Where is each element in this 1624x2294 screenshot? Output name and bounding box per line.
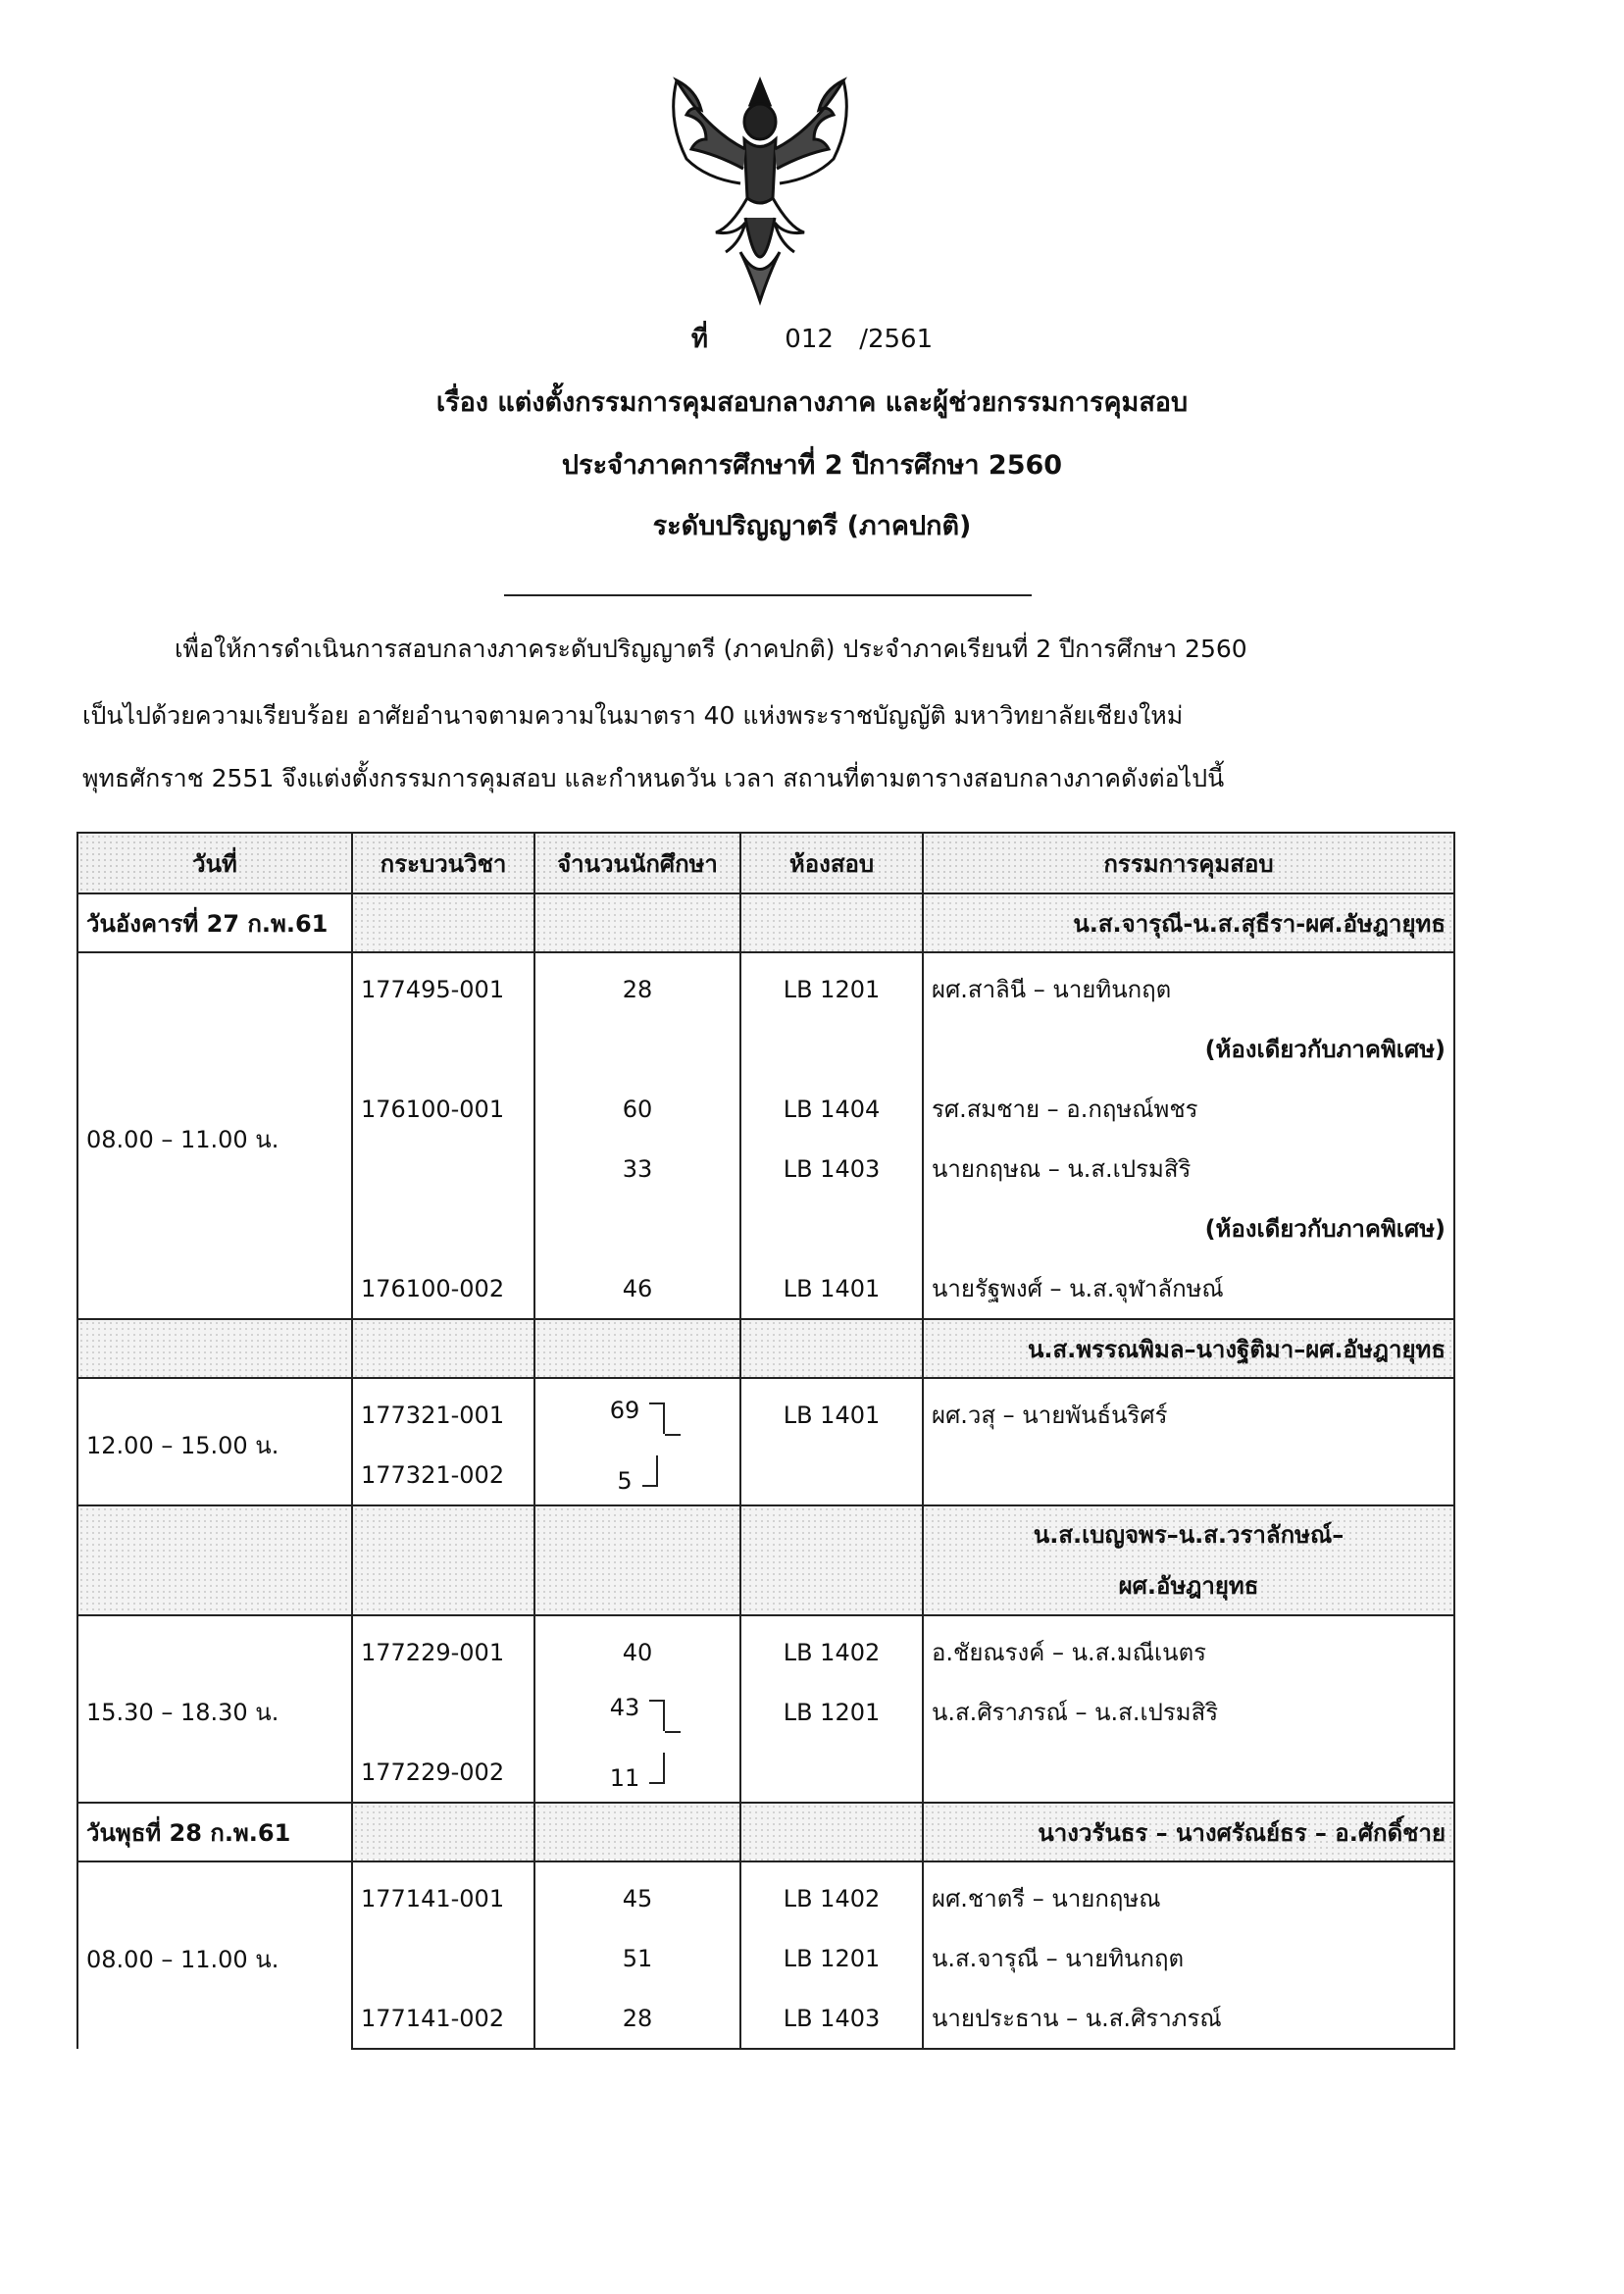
- table-header-row: [77, 833, 1454, 893]
- proctor: นายประธาน – น.ส.ศิราภรณ์: [923, 1988, 1454, 2049]
- student-count-cell: [534, 1742, 740, 1803]
- document-subject-line2: ประจำภาคการศึกษาที่ 2 ปีการศึกษา 2560: [561, 450, 1063, 481]
- document-number-value: 012: [785, 325, 834, 354]
- document-number-year: /2561: [859, 325, 934, 354]
- day-cell: [740, 1319, 923, 1378]
- group-row: [77, 1505, 1454, 1615]
- student-count: 28: [534, 952, 740, 1019]
- exam-room: [740, 1445, 923, 1505]
- day-cell: [534, 893, 740, 952]
- course-code: 176100-001: [352, 1079, 534, 1139]
- day-cell: [352, 1319, 534, 1378]
- body-paragraph-line2: เป็นไปด้วยความเรียบร้อย อาศัยอำนาจตามความในมาตรา 40 แห่งพระราชบัญญัติ มหาวิทยาลัยเชียงใหม่: [82, 701, 1184, 730]
- group-proctors-line1: น.ส.เบญจพร–น.ส.วราลักษณ์–: [1033, 1521, 1345, 1549]
- student-count-cell: [534, 1682, 740, 1742]
- garuda-emblem-icon: [647, 61, 873, 306]
- table-row: [77, 1861, 1454, 1928]
- exam-room: LB 1401: [740, 1258, 923, 1319]
- day-proctors: น.ส.จารุณี-น.ส.สุธีรา-ผศ.อัษฎายุทธ: [923, 893, 1454, 952]
- exam-room: LB 1201: [740, 952, 923, 1019]
- day-cell: [534, 1803, 740, 1861]
- student-count: 45: [534, 1861, 740, 1928]
- day-cell: [77, 1505, 352, 1615]
- header-student-count: จำนวนนักศึกษา: [534, 833, 740, 893]
- header-course: กระบวนวิชา: [352, 833, 534, 893]
- document-subject: เรื่อง แต่งตั้งกรรมการคุมสอบกลางภาค และผู้ช่วยกรรมการคุมสอบ: [435, 387, 1189, 418]
- group-row: [77, 1319, 1454, 1378]
- document-number-label: ที่: [690, 325, 709, 354]
- group-proctors: น.ส.พรรณพิมล–นางฐิติมา–ผศ.อัษฎายุทธ: [923, 1319, 1454, 1378]
- student-count: [534, 1198, 740, 1258]
- brace-mark: [649, 1700, 665, 1731]
- exam-room: LB 1401: [740, 1378, 923, 1445]
- day-cell: [740, 893, 923, 952]
- document-subject-line3: ระดับปริญญาตรี (ภาคปกติ): [652, 511, 972, 541]
- title-divider: [504, 594, 1032, 596]
- time-slot: 08.00 – 11.00 น.: [77, 952, 352, 1319]
- course-code: 177495-001: [352, 952, 534, 1019]
- day-cell: [740, 1803, 923, 1861]
- time-slot: 15.30 – 18.30 น.: [77, 1615, 352, 1803]
- body-paragraph-line1: เพื่อให้การดำเนินการสอบกลางภาคระดับปริญญาตรี (ภาคปกติ) ประจำภาคเรียนที่ 2 ปีการศึกษา 2560: [175, 635, 1247, 663]
- proctor: น.ส.จารุณี – นายทินกฤต: [923, 1928, 1454, 1988]
- proctor: [923, 1742, 1454, 1803]
- student-count: 28: [534, 1988, 740, 2049]
- course-code: 177229-001: [352, 1615, 534, 1682]
- exam-room: LB 1402: [740, 1615, 923, 1682]
- exam-room: [740, 1742, 923, 1803]
- group-proctors-line2: ผศ.อัษฎายุทธ: [1118, 1572, 1259, 1600]
- proctor: รศ.สมชาย – อ.กฤษณ์พชร: [923, 1079, 1454, 1139]
- exam-schedule-table: [76, 832, 1455, 2050]
- course-code: 177321-001: [352, 1378, 534, 1445]
- proctor: น.ส.ศิราภรณ์ – น.ส.เปรมสิริ: [923, 1682, 1454, 1742]
- course-code: [352, 1198, 534, 1258]
- exam-room: [740, 1198, 923, 1258]
- day-row: [77, 1803, 1454, 1861]
- day-row: [77, 893, 1454, 952]
- course-code: [352, 1019, 534, 1079]
- proctor: ผศ.วสุ – นายพันธ์นริศร์: [923, 1378, 1454, 1445]
- course-code: 177141-002: [352, 1988, 534, 2049]
- exam-room: [740, 1019, 923, 1079]
- time-slot: 12.00 – 15.00 น.: [77, 1378, 352, 1505]
- group-proctors: [923, 1505, 1454, 1615]
- brace-mark: [642, 1455, 658, 1487]
- course-code: 176100-002: [352, 1258, 534, 1319]
- proctor: นายรัฐพงศ์ – น.ส.จุฬาลักษณ์: [923, 1258, 1454, 1319]
- student-count: 5: [617, 1466, 633, 1495]
- proctor: อ.ชัยณรงค์ – น.ส.มณีเนตร: [923, 1615, 1454, 1682]
- header-date: วันที่: [77, 833, 352, 893]
- proctor: นายกฤษณ – น.ส.เปรมสิริ: [923, 1139, 1454, 1198]
- student-count: 40: [534, 1615, 740, 1682]
- document-number: [0, 319, 1624, 359]
- student-count-cell: [534, 1378, 740, 1445]
- student-count: [534, 1019, 740, 1079]
- exam-room: LB 1403: [740, 1988, 923, 2049]
- student-count: 60: [534, 1079, 740, 1139]
- day-cell: [534, 1505, 740, 1615]
- body-paragraph-line3: พุทธศักราช 2551 จึงแต่งตั้งกรรมการคุมสอบ และกำหนดวัน เวลา สถานที่ตามตารางสอบกลางภาคดังต่อไปนี้: [82, 764, 1225, 792]
- day-label: วันอังคารที่ 27 ก.พ.61: [77, 893, 352, 952]
- student-count-cell: [534, 1445, 740, 1505]
- course-code: [352, 1139, 534, 1198]
- day-cell: [740, 1505, 923, 1615]
- course-code: [352, 1928, 534, 1988]
- student-count: 51: [534, 1928, 740, 1988]
- table-row: [77, 952, 1454, 1019]
- course-code: 177321-002: [352, 1445, 534, 1505]
- table-row: [77, 1378, 1454, 1445]
- time-slot: 08.00 – 11.00 น.: [77, 1861, 352, 2049]
- proctor: ผศ.สาลินี – นายทินกฤต: [923, 952, 1454, 1019]
- day-cell: [534, 1319, 740, 1378]
- exam-room: LB 1201: [740, 1682, 923, 1742]
- day-label: วันพุธที่ 28 ก.พ.61: [77, 1803, 352, 1861]
- day-proctors: นางวรันธร – นางศรัณย์ธร – อ.ศักดิ์ชาย: [923, 1803, 1454, 1861]
- student-count: 33: [534, 1139, 740, 1198]
- proctor: ผศ.ชาตรี – นายกฤษณ: [923, 1861, 1454, 1928]
- exam-room: LB 1402: [740, 1861, 923, 1928]
- student-count: 43: [609, 1693, 640, 1721]
- day-cell: [352, 1803, 534, 1861]
- header-exam-room: ห้องสอบ: [740, 833, 923, 893]
- header-proctors: กรรมการคุมสอบ: [923, 833, 1454, 893]
- day-cell: [352, 893, 534, 952]
- exam-room: LB 1404: [740, 1079, 923, 1139]
- exam-room: LB 1201: [740, 1928, 923, 1988]
- student-count: 11: [609, 1763, 640, 1792]
- brace-mark: [649, 1753, 665, 1784]
- proctor: [923, 1445, 1454, 1505]
- course-code: 177141-001: [352, 1861, 534, 1928]
- proctor-note: (ห้องเดียวกับภาคพิเศษ): [923, 1019, 1454, 1079]
- student-count: 46: [534, 1258, 740, 1319]
- course-code: 177229-002: [352, 1742, 534, 1803]
- table-row: [77, 1615, 1454, 1682]
- day-cell: [352, 1505, 534, 1615]
- course-code: [352, 1682, 534, 1742]
- exam-room: LB 1403: [740, 1139, 923, 1198]
- proctor-note: (ห้องเดียวกับภาคพิเศษ): [923, 1198, 1454, 1258]
- student-count: 69: [609, 1396, 640, 1424]
- day-cell: [77, 1319, 352, 1378]
- brace-mark: [649, 1402, 665, 1434]
